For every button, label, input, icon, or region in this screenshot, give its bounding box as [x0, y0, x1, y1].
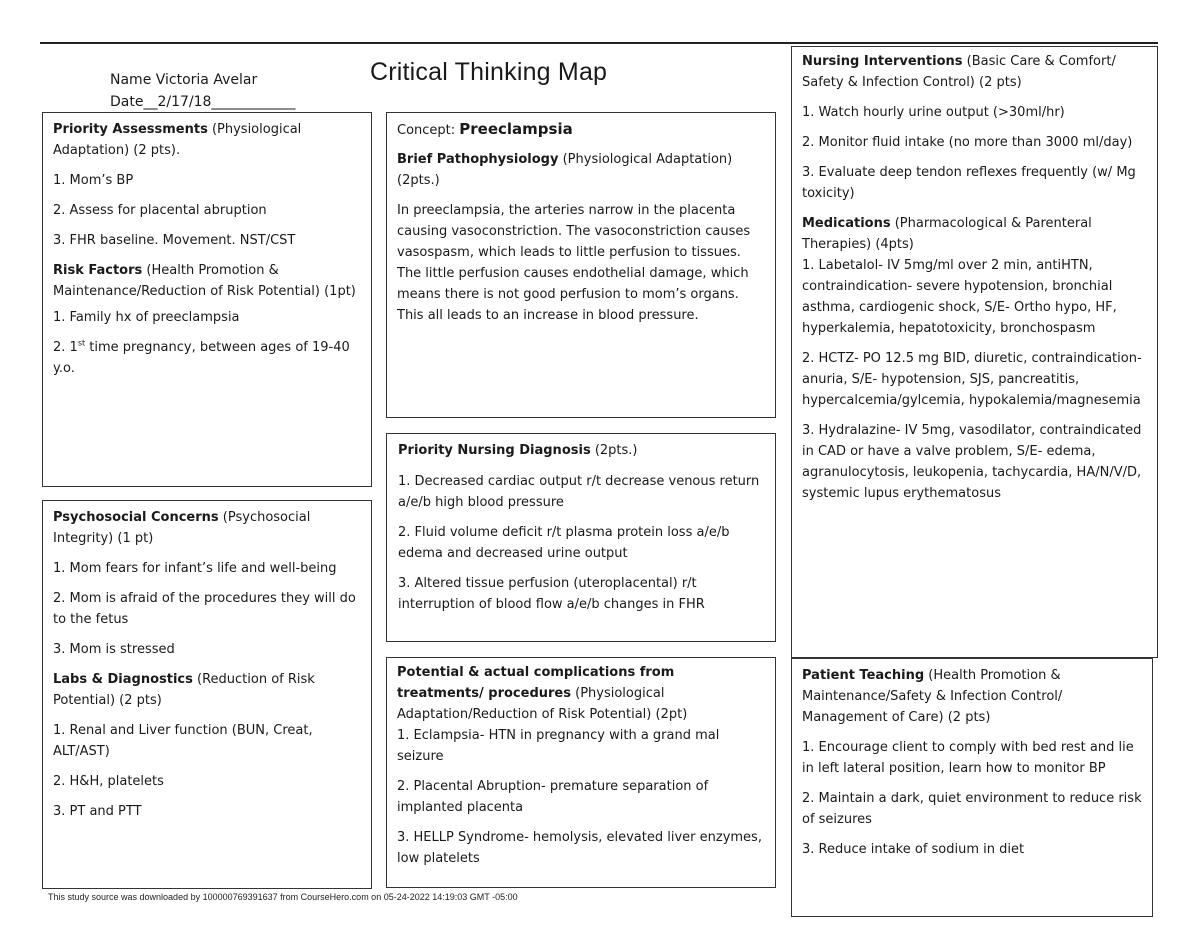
date-line: Date__2/17/18____________: [110, 94, 296, 110]
complication-item: 3. HELLP Syndrome- hemolysis, elevated liver enzymes, low platelets: [397, 830, 762, 866]
psychosocial-heading: Psychosocial Concerns: [53, 510, 219, 525]
psychosocial-box: [42, 500, 372, 889]
lab-item: 3. PT and PTT: [53, 804, 142, 819]
interventions-box: [791, 46, 1158, 658]
medication-item: 1. Labetalol- IV 5mg/ml over 2 min, antiHTN, contraindication- severe hypotension, bronchial asthma, cardiogenic shock, S/E- Ortho hypo, HF, hyperkalemia, hepatotoxicity, bronchospasm: [802, 258, 1117, 336]
diagnosis-box: [386, 433, 776, 642]
intervention-item: 2. Monitor fluid intake (no more than 3000 ml/day): [802, 135, 1133, 150]
risk-subheading: (Health Promotion & Maintenance/Reduction of Risk Potential) (1pt): [53, 263, 356, 299]
diagnosis-item: 3. Altered tissue perfusion (uteroplacental) r/t interruption of blood flow a/e/b changes in FHR: [398, 576, 705, 612]
complications-subheading: (Physiological Adaptation/Reduction of Risk Potential) (2pt): [397, 686, 688, 722]
medication-item: 2. HCTZ- PO 12.5 mg BID, diuretic, contraindication- anuria, S/E- hypotension, SJS, pancreatitis, hypercalcemia/gylcemia, hypokalemia/magnesemia: [802, 351, 1142, 408]
assessments-box: [42, 112, 372, 487]
diagnosis-item: 2. Fluid volume deficit r/t plasma protein loss a/e/b edema and decreased urine output: [398, 525, 730, 561]
assessment-item: 3. FHR baseline. Movement. NST/CST: [53, 233, 296, 248]
labs-heading: Labs & Diagnostics: [53, 672, 193, 687]
complication-item: 2. Placental Abruption- premature separation of implanted placenta: [397, 779, 709, 815]
diagnosis-subheading: (2pts.): [594, 443, 638, 458]
intervention-item: 3. Evaluate deep tendon reflexes frequently (w/ Mg toxicity): [802, 165, 1136, 201]
page-title: Critical Thinking Map: [370, 58, 608, 86]
assessments-subheading: (Physiological Adaptation) (2 pts).: [53, 122, 302, 158]
assessments-heading: Priority Assessments: [53, 122, 208, 137]
concept-box: [386, 112, 776, 418]
assessment-item: 2. Assess for placental abruption: [53, 203, 267, 218]
teaching-box: [791, 658, 1153, 917]
risk-item: 1. Family hx of preeclampsia: [53, 310, 240, 325]
medications-heading: Medications: [802, 216, 891, 231]
psychosocial-item: 1. Mom fears for infant’s life and well-being: [53, 561, 337, 576]
psychosocial-item: 2. Mom is afraid of the procedures they will do to the fetus: [53, 591, 356, 627]
lab-item: 2. H&H, platelets: [53, 774, 164, 789]
teaching-item: 2. Maintain a dark, quiet environment to reduce risk of seizures: [802, 791, 1142, 827]
complication-item: 1. Eclampsia- HTN in pregnancy with a grand mal seizure: [397, 728, 720, 764]
diagnosis-item: 1. Decreased cardiac output r/t decrease venous return a/e/b high blood pressure: [398, 474, 760, 510]
top-rule: [40, 42, 1158, 44]
patho-heading: Brief Pathophysiology: [397, 152, 559, 167]
concept-label: Concept:: [397, 123, 460, 138]
psychosocial-subheading: (Psychosocial Integrity) (1 pt): [53, 510, 311, 546]
risk-heading: Risk Factors: [53, 263, 143, 278]
teaching-subheading: (Health Promotion & Maintenance/Safety & Infection Control/ Management of Care) (2 pts): [802, 668, 1063, 725]
concept-value: Preeclampsia: [459, 120, 573, 138]
interventions-subheading: (Basic Care & Comfort/ Safety & Infection Control) (2 pts): [802, 54, 1116, 90]
student-name: Name Victoria Avelar: [110, 72, 258, 88]
download-footer: This study source was downloaded by 100000769391637 from CourseHero.com on 05-24-2022 14:19:03 GMT -05:00: [48, 892, 518, 902]
psychosocial-item: 3. Mom is stressed: [53, 642, 175, 657]
interventions-heading: Nursing Interventions: [802, 54, 963, 69]
patho-subheading: (Physiological Adaptation) (2pts.): [397, 152, 733, 188]
risk-item: 2. 1st time pregnancy, between ages of 19-40 y.o.: [53, 338, 350, 376]
teaching-item: 3. Reduce intake of sodium in diet: [802, 842, 1025, 857]
medication-item: 3. Hydralazine- IV 5mg, vasodilator, contraindicated in CAD or have a valve problem, S/E- edema, agranulocytosis, leukopenia, tachycardia, HA/N/V/D, systemic lupus erythematosus: [802, 423, 1142, 501]
diagnosis-heading: Priority Nursing Diagnosis: [398, 443, 591, 458]
intervention-item: 1. Watch hourly urine output (>30ml/hr): [802, 105, 1065, 120]
complications-box: [386, 657, 776, 888]
teaching-item: 1. Encourage client to comply with bed rest and lie in left lateral position, learn how to monitor BP: [802, 740, 1134, 776]
labs-subheading: (Reduction of Risk Potential) (2 pts): [53, 672, 315, 708]
lab-item: 1. Renal and Liver function (BUN, Creat, ALT/AST): [53, 723, 313, 759]
teaching-heading: Patient Teaching: [802, 668, 925, 683]
medications-subheading: (Pharmacological & Parenteral Therapies) (4pts): [802, 216, 1092, 252]
patho-text: In preeclampsia, the arteries narrow in the placenta causing vasoconstriction. The vasoconstriction causes vasospasm, which leads to little perfusion to tissues. The little perfusion causes endothelial damage, which means there is not good perfusion to mom’s organs. This all leads to an increase in blood pressure.: [397, 203, 751, 323]
assessment-item: 1. Mom’s BP: [53, 173, 134, 188]
complications-heading: Potential & actual complications from treatments/ procedures: [397, 665, 675, 701]
